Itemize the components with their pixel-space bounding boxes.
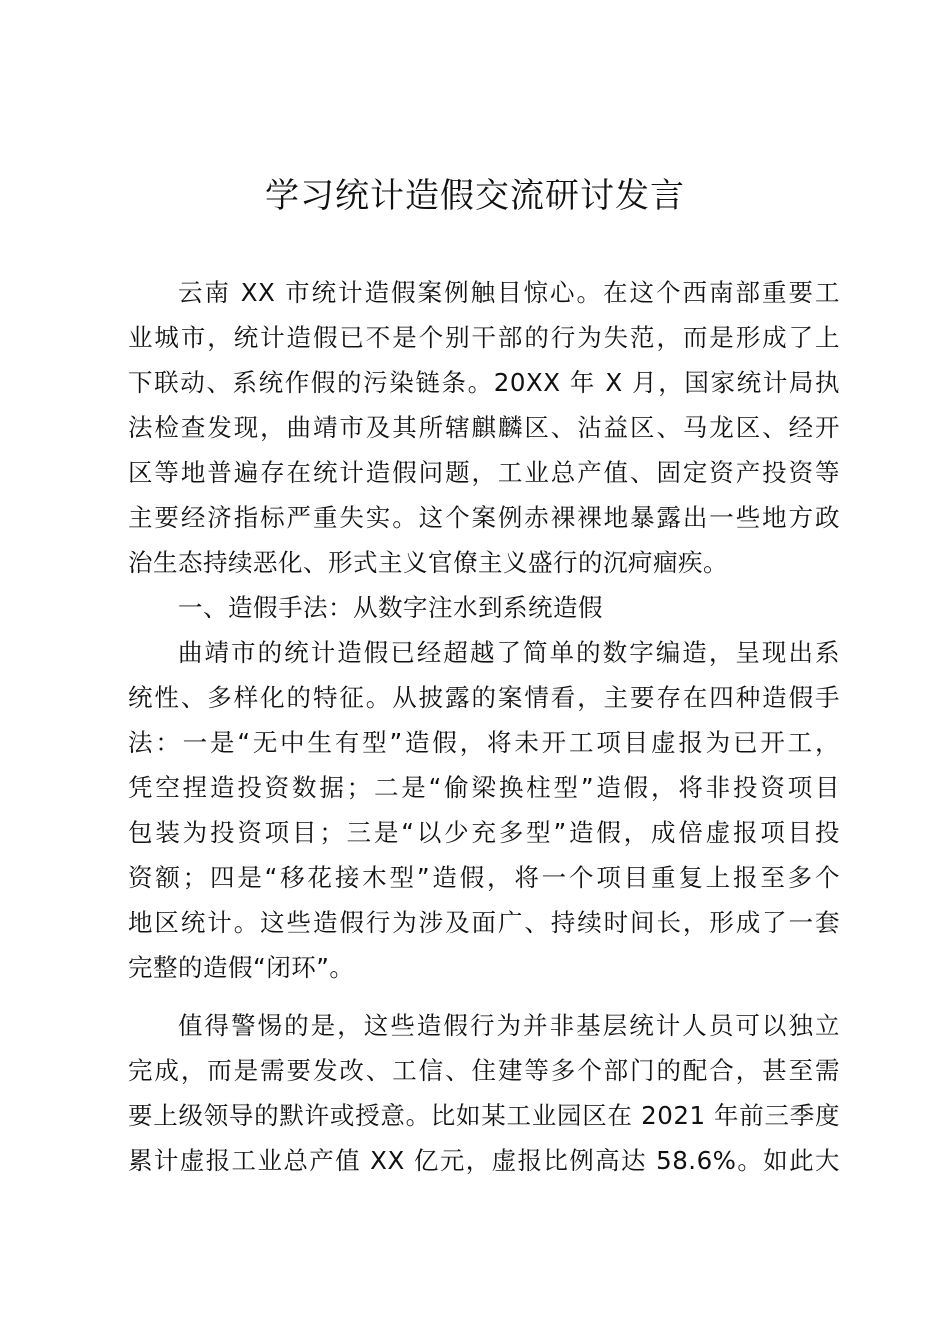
paragraph-line: 治生态持续恶化、形式主义官僚主义盛行的沉疴痼疾。 (128, 548, 728, 577)
paragraph-line: 累计虚报工业总产值 XX 亿元，虚报比例高达 58.6%。如此大 (128, 1146, 840, 1175)
paragraph-line: 包装为投资项目；三是“以少充多型”造假，成倍虚报项目投 (128, 818, 840, 847)
document-body (128, 270, 840, 1183)
heading-line: 一、造假手法：从数字注水到系统造假 (178, 593, 603, 622)
paragraph-line: 云南 XX 市统计造假案例触目惊心。在这个西南部重要工 (178, 278, 840, 307)
paragraph (128, 630, 840, 990)
paragraph-line: 地区统计。这些造假行为涉及面广、持续时间长，形成了一套 (128, 908, 840, 937)
paragraph (128, 1003, 840, 1183)
paragraph-line: 法检查发现，曲靖市及其所辖麒麟区、沾益区、马龙区、经开 (128, 413, 840, 442)
paragraph-line: 统性、多样化的特征。从披露的案情看，主要存在四种造假手 (128, 683, 840, 712)
document-title: 学习统计造假交流研讨发言 (265, 176, 685, 216)
section-heading (128, 585, 840, 630)
paragraph-line: 区等地普遍存在统计造假问题，工业总产值、固定资产投资等 (128, 458, 840, 487)
paragraph-line: 业城市，统计造假已不是个别干部的行为失范，而是形成了上 (128, 323, 840, 352)
paragraph-line: 资额；四是“移花接木型”造假，将一个项目重复上报至多个 (128, 863, 840, 892)
paragraph-line: 下联动、系统作假的污染链条。20XX 年 X 月，国家统计局执 (128, 368, 840, 397)
paragraph-line: 曲靖市的统计造假已经超越了简单的数字编造，呈现出系 (178, 638, 840, 667)
paragraph-line: 主要经济指标严重失实。这个案例赤裸裸地暴露出一些地方政 (128, 503, 840, 532)
paragraph-line: 完成，而是需要发改、工信、住建等多个部门的配合，甚至需 (128, 1056, 840, 1085)
paragraph-line: 凭空捏造投资数据；二是“偷梁换柱型”造假，将非投资项目 (128, 773, 840, 802)
paragraph-line: 完整的造假“闭环”。 (128, 953, 355, 982)
paragraph-line: 法：一是“无中生有型”造假，将未开工项目虚报为已开工， (128, 728, 840, 757)
paragraph-line: 值得警惕的是，这些造假行为并非基层统计人员可以独立 (178, 1011, 840, 1040)
paragraph-line: 要上级领导的默许或授意。比如某工业园区在 2021 年前三季度 (128, 1101, 840, 1130)
paragraph (128, 270, 840, 585)
